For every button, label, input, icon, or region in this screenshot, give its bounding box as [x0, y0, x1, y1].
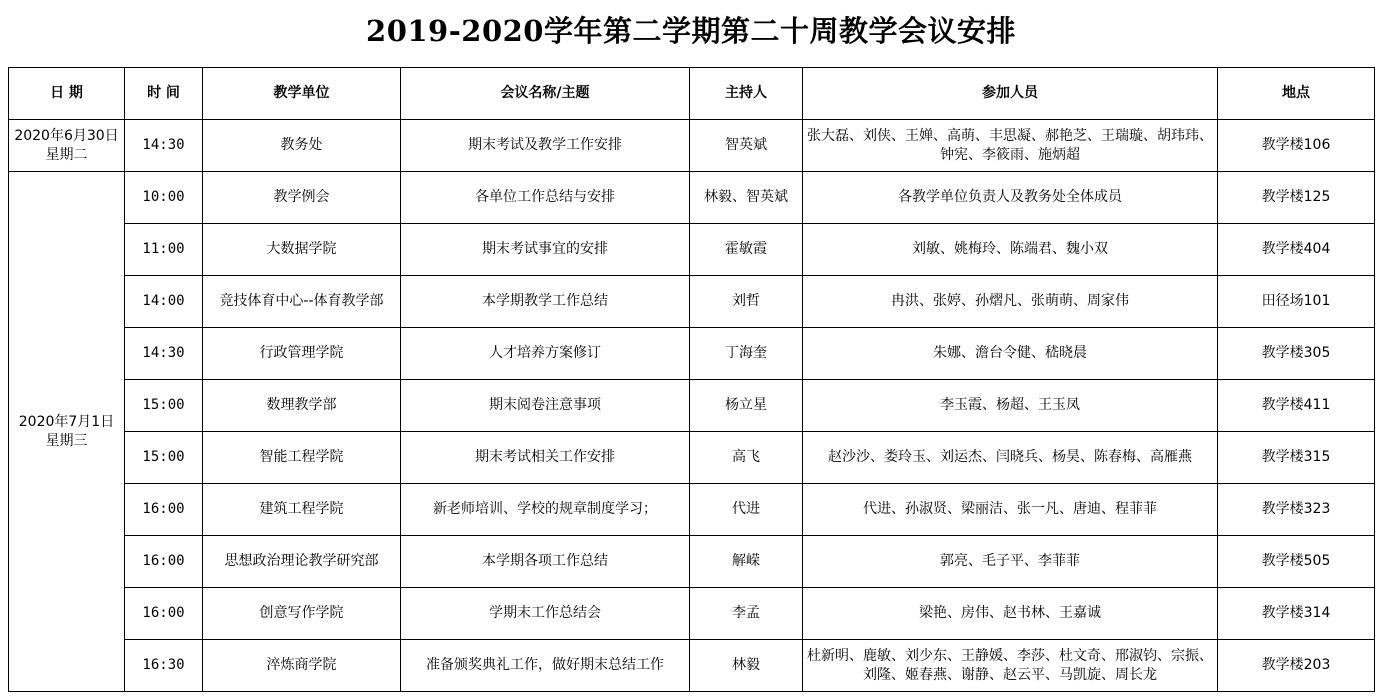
date-cell	[9, 120, 125, 172]
topic-cell: 期末考试及教学工作安排	[401, 120, 690, 172]
attendees-cell: 朱娜、澹台令健、嵇晓晨	[803, 328, 1218, 380]
topic-cell: 准备颁奖典礼工作，做好期末总结工作	[401, 640, 690, 692]
time-cell: 16:00	[125, 588, 203, 640]
host-cell: 刘哲	[690, 276, 803, 328]
unit-cell: 大数据学院	[203, 224, 401, 276]
topic-cell: 本学期教学工作总结	[401, 276, 690, 328]
date-text: 2020年7月1日	[18, 413, 115, 430]
unit-cell: 行政管理学院	[203, 328, 401, 380]
location-cell: 教学楼323	[1218, 484, 1375, 536]
attendees-cell: 冉洪、张婷、孙熠凡、张萌萌、周家伟	[803, 276, 1218, 328]
table-row	[9, 224, 1375, 276]
time-cell: 15:00	[125, 380, 203, 432]
time-cell: 11:00	[125, 224, 203, 276]
location-cell: 教学楼411	[1218, 380, 1375, 432]
header-date: 日 期	[9, 68, 125, 120]
topic-cell: 期末阅卷注意事项	[401, 380, 690, 432]
table-row	[9, 380, 1375, 432]
attendees-cell: 李玉霞、杨超、王玉凤	[803, 380, 1218, 432]
table-row	[9, 172, 1375, 224]
attendees-cell: 赵沙沙、娄玲玉、刘运杰、闫晓兵、杨昊、陈春梅、高雁燕	[803, 432, 1218, 484]
attendees-cell: 杜新明、鹿敏、刘少东、王静媛、李莎、杜文奇、邢淑钧、宗振、刘隆、姬春燕、谢静、赵云平、马凯旋、周长龙	[803, 640, 1218, 692]
header-unit: 教学单位	[203, 68, 401, 120]
attendees-cell: 郭亮、毛子平、李菲菲	[803, 536, 1218, 588]
header-location: 地点	[1218, 68, 1375, 120]
header-host: 主持人	[690, 68, 803, 120]
table-row	[9, 432, 1375, 484]
unit-cell: 教务处	[203, 120, 401, 172]
host-cell: 高飞	[690, 432, 803, 484]
attendees-cell: 各教学单位负责人及教务处全体成员	[803, 172, 1218, 224]
topic-cell: 期末考试事宜的安排	[401, 224, 690, 276]
weekday-text: 星期三	[45, 432, 88, 449]
host-cell: 代进	[690, 484, 803, 536]
time-cell: 14:30	[125, 328, 203, 380]
attendees-cell: 张大磊、刘侠、王婵、高萌、丰思凝、郝艳芝、王瑞璇、胡玮玮、钟宪、李筱雨、施炳超	[803, 120, 1218, 172]
location-cell: 教学楼404	[1218, 224, 1375, 276]
host-cell: 杨立星	[690, 380, 803, 432]
location-cell: 教学楼314	[1218, 588, 1375, 640]
meeting-schedule-table	[8, 67, 1375, 692]
date-text: 2020年6月30日	[14, 127, 119, 144]
date-cell	[9, 172, 125, 692]
location-cell: 田径场101	[1218, 276, 1375, 328]
location-cell: 教学楼505	[1218, 536, 1375, 588]
topic-cell: 人才培养方案修订	[401, 328, 690, 380]
time-cell: 16:00	[125, 484, 203, 536]
topic-cell: 新老师培训、学校的规章制度学习；	[401, 484, 690, 536]
host-cell: 智英斌	[690, 120, 803, 172]
page-title: 2019-2020学年第二学期第二十周教学会议安排	[366, 14, 1016, 48]
host-cell: 霍敏霞	[690, 224, 803, 276]
topic-cell: 学期末工作总结会	[401, 588, 690, 640]
time-cell: 10:00	[125, 172, 203, 224]
location-cell: 教学楼106	[1218, 120, 1375, 172]
table-row	[9, 328, 1375, 380]
table-row	[9, 588, 1375, 640]
host-cell: 李孟	[690, 588, 803, 640]
location-cell: 教学楼305	[1218, 328, 1375, 380]
weekday-text: 星期二	[45, 146, 88, 163]
attendees-cell: 代进、孙淑贤、梁丽洁、张一凡、唐迪、程菲菲	[803, 484, 1218, 536]
time-cell: 15:00	[125, 432, 203, 484]
time-cell: 16:30	[125, 640, 203, 692]
unit-cell: 创意写作学院	[203, 588, 401, 640]
host-cell: 林毅	[690, 640, 803, 692]
header-time: 时 间	[125, 68, 203, 120]
location-cell: 教学楼203	[1218, 640, 1375, 692]
unit-cell: 淬炼商学院	[203, 640, 401, 692]
unit-cell: 竞技体育中心--体育教学部	[203, 276, 401, 328]
unit-cell: 教学例会	[203, 172, 401, 224]
time-cell: 14:00	[125, 276, 203, 328]
attendees-cell: 梁艳、房伟、赵书林、王嘉诚	[803, 588, 1218, 640]
header-attendees: 参加人员	[803, 68, 1218, 120]
unit-cell: 数理教学部	[203, 380, 401, 432]
host-cell: 丁海奎	[690, 328, 803, 380]
table-row	[9, 120, 1375, 172]
unit-cell: 智能工程学院	[203, 432, 401, 484]
unit-cell: 建筑工程学院	[203, 484, 401, 536]
topic-cell: 本学期各项工作总结	[401, 536, 690, 588]
time-cell: 14:30	[125, 120, 203, 172]
host-cell: 林毅、智英斌	[690, 172, 803, 224]
header-row	[9, 68, 1375, 120]
time-cell: 16:00	[125, 536, 203, 588]
table-row	[9, 276, 1375, 328]
attendees-cell: 刘敏、姚梅玲、陈端君、魏小双	[803, 224, 1218, 276]
location-cell: 教学楼125	[1218, 172, 1375, 224]
header-topic: 会议名称/主题	[401, 68, 690, 120]
table-row	[9, 640, 1375, 692]
table-row	[9, 536, 1375, 588]
unit-cell: 思想政治理论教学研究部	[203, 536, 401, 588]
host-cell: 解嵘	[690, 536, 803, 588]
topic-cell: 期末考试相关工作安排	[401, 432, 690, 484]
table-row	[9, 484, 1375, 536]
topic-cell: 各单位工作总结与安排	[401, 172, 690, 224]
location-cell: 教学楼315	[1218, 432, 1375, 484]
